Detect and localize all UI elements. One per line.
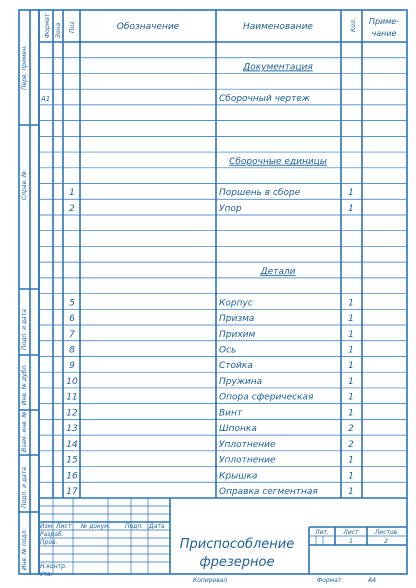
tb-sheet: Лист — [343, 529, 359, 536]
tb-izm: Изм. — [40, 523, 55, 530]
tb-sheet-value: 1 — [349, 538, 353, 545]
tb-title-line1: Приспособление — [179, 537, 295, 552]
row-qty: 1 — [348, 408, 354, 419]
header-note-line2: чание — [371, 29, 397, 38]
header-format: Формат — [44, 13, 51, 38]
table-row — [69, 330, 354, 340]
row-name: Уплотнение — [219, 439, 276, 450]
tb-sheets: Листов — [374, 529, 398, 536]
table-row — [69, 361, 354, 371]
row-name: Шпонка — [219, 424, 257, 435]
table-row — [66, 456, 354, 466]
row-pos: 1 — [69, 188, 75, 199]
table-row — [260, 267, 296, 277]
row-pos: 11 — [66, 392, 78, 403]
footer-copied: Копировал — [193, 577, 228, 584]
row-qty: 1 — [348, 487, 354, 497]
row-qty: 1 — [348, 455, 354, 466]
row-section-title: Детали — [260, 266, 296, 277]
table-rows — [40, 62, 354, 497]
row-pos: 2 — [69, 203, 75, 214]
header-pos: Поз. — [69, 19, 76, 33]
tb-podp: Подп. — [125, 523, 144, 530]
table-row — [69, 204, 354, 214]
header-note-line1: Приме- — [368, 17, 400, 26]
row-qty: 1 — [348, 314, 354, 325]
table-row — [66, 487, 354, 497]
header-qty: Кол. — [350, 18, 357, 32]
row-qty: 1 — [348, 298, 354, 309]
row-qty: 2 — [348, 439, 354, 450]
tb-ndokum: № докум. — [81, 523, 111, 530]
row-name: Крышка — [219, 471, 258, 482]
row-name: Сборочный чертеж — [219, 93, 311, 104]
header-name: Наименование — [243, 22, 313, 32]
row-qty: 1 — [348, 329, 354, 340]
tb-title-line2: фрезерное — [199, 555, 275, 570]
row-name: Оправка сегментная — [219, 487, 318, 497]
row-qty: 1 — [348, 345, 354, 356]
footer-format-value: А4 — [368, 577, 376, 584]
footer-format-label: Формат — [317, 577, 342, 584]
side-label-inv-podl: Инв. № подл. — [21, 528, 28, 570]
row-name: Винт — [219, 408, 243, 419]
side-label-inv-dubl: Инв. № дубл. — [21, 363, 28, 405]
row-name: Прихим — [219, 329, 256, 340]
row-section-title: Документация — [243, 62, 313, 73]
side-label-perv-primen: Перв. примен. — [21, 44, 28, 90]
row-section-title: Сборочные единицы — [229, 156, 327, 167]
side-label-podp-data-2: Подп. и дата — [21, 467, 28, 508]
table-row — [66, 471, 354, 481]
row-name: Пружина — [219, 376, 263, 387]
row-name: Призма — [219, 314, 255, 325]
row-name: Ось — [219, 345, 237, 356]
tb-sheets-value: 2 — [384, 538, 388, 545]
row-pos: 12 — [66, 408, 78, 419]
row-pos: 6 — [69, 314, 75, 325]
tb-prov: Пров. — [40, 539, 58, 546]
row-qty: 2 — [348, 424, 354, 435]
row-name: Корпус — [219, 298, 253, 309]
table-row — [66, 424, 354, 434]
side-label-sprav: Справ. № — [21, 170, 28, 200]
row-pos: 10 — [66, 376, 78, 387]
row-pos: 16 — [66, 471, 78, 482]
tb-utv: Утв. — [40, 571, 53, 578]
tb-razrab: Разраб. — [40, 531, 64, 538]
row-name: Стойка — [219, 361, 253, 372]
table-row — [69, 314, 354, 324]
row-pos: 17 — [66, 487, 78, 497]
table-row — [66, 440, 354, 450]
row-pos: 15 — [66, 455, 78, 466]
table-row — [66, 393, 354, 403]
row-pos: 9 — [69, 361, 75, 372]
row-pos: 8 — [69, 345, 75, 356]
row-name: Опора сферическая — [219, 392, 314, 403]
table-row — [69, 298, 354, 308]
row-pos: 5 — [69, 298, 75, 309]
row-pos: 13 — [66, 424, 78, 435]
side-label-podp-data-1: Подп. и дата — [21, 309, 28, 350]
table-row — [69, 188, 354, 198]
row-qty: 1 — [348, 188, 354, 199]
table-row — [66, 377, 354, 387]
table-row — [242, 62, 313, 72]
header-designation: Обозначение — [116, 22, 180, 32]
row-qty: 1 — [348, 471, 354, 482]
tb-data: Дата — [149, 523, 165, 530]
row-qty: 1 — [348, 203, 354, 214]
tb-nkontr: Н.контр. — [40, 563, 67, 570]
row-pos: 14 — [66, 439, 78, 450]
table-columns — [53, 10, 362, 498]
row-qty: 1 — [348, 392, 354, 403]
table-row — [229, 157, 327, 167]
table-row-lines — [39, 58, 407, 483]
row-name: Поршень в сборе — [219, 188, 301, 199]
tb-list: Лист — [56, 523, 72, 530]
row-name: Упор — [219, 203, 242, 214]
header-zone: Зона — [55, 22, 62, 38]
table-row — [66, 408, 354, 418]
row-qty: 1 — [348, 376, 354, 387]
row-qty: 1 — [348, 361, 354, 372]
row-pos: 7 — [69, 329, 75, 340]
table-row — [69, 345, 354, 355]
side-label-vzam-inv: Взам. инв. № — [21, 411, 28, 452]
tb-lit: Лит. — [315, 529, 329, 536]
row-format: А1 — [41, 94, 51, 103]
row-name: Уплотнение — [219, 455, 276, 466]
